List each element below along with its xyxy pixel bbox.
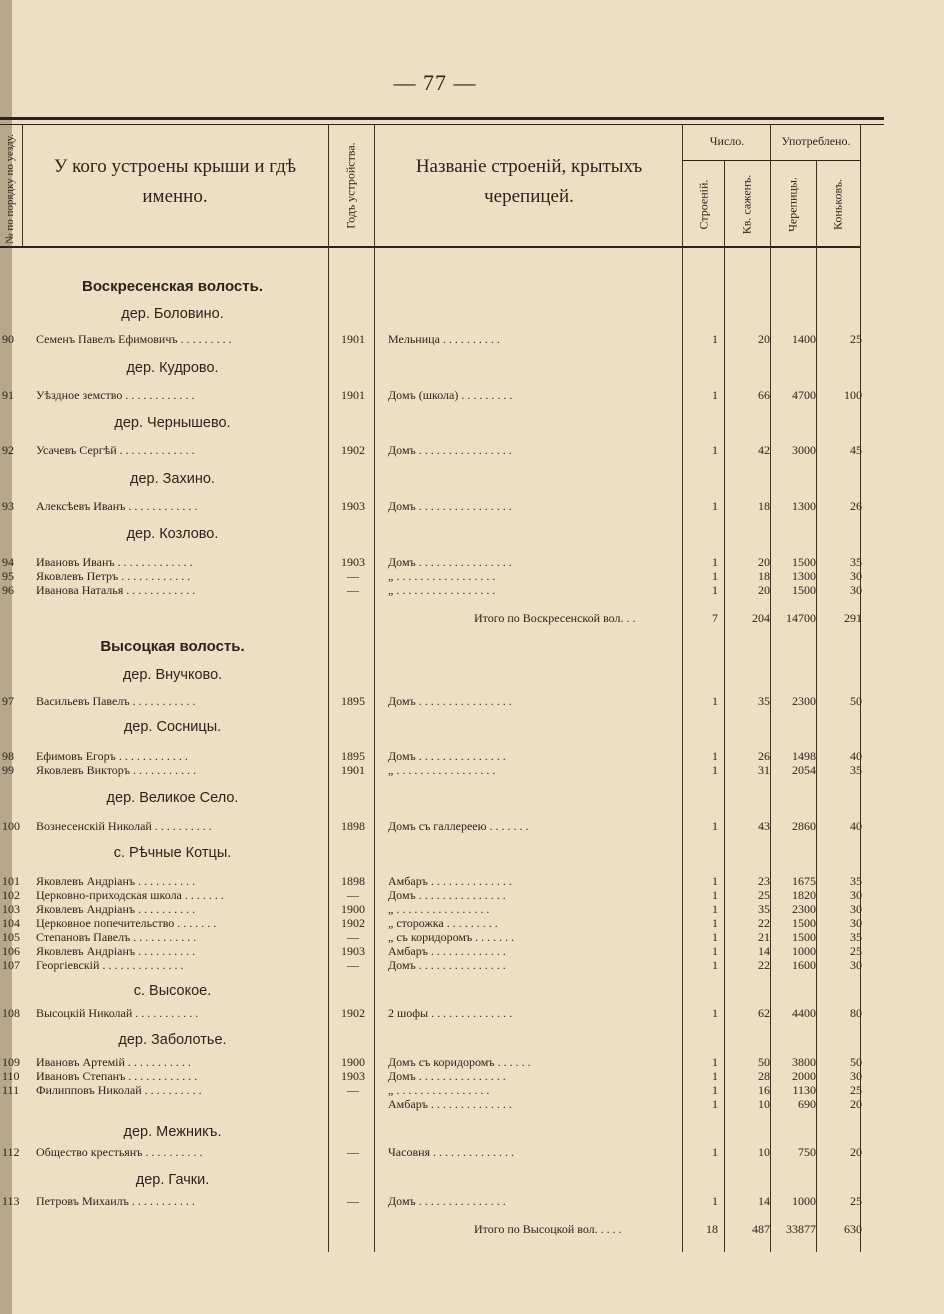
- row-number: 100: [2, 819, 20, 833]
- section-heading: с. Рѣчные Котцы.: [113, 845, 232, 861]
- row-number: 112: [2, 1145, 20, 1159]
- tiles-cell: 3800: [792, 1055, 816, 1069]
- section-heading: дер. Чернышево.: [114, 415, 231, 431]
- owner-cell: Петровъ Михаилъ . . . . . . . . . . .: [36, 1194, 195, 1208]
- row-number: 105: [2, 930, 20, 944]
- buildings-count-cell: 1: [712, 1055, 718, 1069]
- tiles-cell: 690: [798, 1097, 816, 1111]
- ridges-cell: 35: [850, 763, 862, 777]
- owner-cell: Ефимовъ Егоръ . . . . . . . . . . . .: [36, 749, 188, 763]
- row-number: 95: [2, 569, 14, 583]
- header-col-building: Названіе строеній, крытыхъ черепицей.: [415, 156, 643, 207]
- owner-cell: Иванова Наталья . . . . . . . . . . . .: [36, 583, 196, 597]
- buildings-count-cell: 1: [712, 749, 718, 763]
- building-cell: Домъ . . . . . . . . . . . . . . .: [388, 1194, 506, 1208]
- building-cell: Домъ . . . . . . . . . . . . . . .: [388, 958, 506, 972]
- square-sazhen-cell: 43: [758, 819, 770, 833]
- ridges-cell: 35: [850, 874, 862, 888]
- header-col-sq: Кв. саженъ.: [739, 174, 754, 235]
- header-group-used: Употреблено.: [781, 134, 851, 148]
- row-number: 106: [2, 944, 20, 958]
- ridges-cell: 20: [850, 1145, 862, 1159]
- header-col-ridges: Коньковъ.: [830, 178, 845, 231]
- square-sazhen-cell: 14: [758, 944, 770, 958]
- table-row: [0, 499, 870, 513]
- table-row: [0, 1006, 870, 1020]
- ridges-cell: 100: [844, 388, 862, 402]
- buildings-count-cell: 1: [712, 763, 718, 777]
- ridges-cell: 30: [850, 1069, 862, 1083]
- section-heading: дер. Козлово.: [126, 526, 219, 542]
- row-number: 92: [2, 443, 14, 457]
- tiles-cell: 1500: [792, 555, 816, 569]
- tiles-cell: 4700: [792, 388, 816, 402]
- ridges-cell: 30: [850, 902, 862, 916]
- header-col-year: Годъ устройства.: [343, 142, 358, 229]
- owner-cell: Филипповъ Николай . . . . . . . . . .: [36, 1083, 202, 1097]
- section-heading: дер. Гачки.: [135, 1172, 210, 1188]
- owner-cell: Ивановъ Степанъ . . . . . . . . . . . .: [36, 1069, 198, 1083]
- total-row: [0, 1222, 870, 1236]
- square-sazhen-cell: 10: [758, 1145, 770, 1159]
- year-cell: 1903: [341, 499, 365, 513]
- row-number: 108: [2, 1006, 20, 1020]
- tiles-cell: 1498: [792, 749, 816, 763]
- year-cell: 1900: [341, 1055, 365, 1069]
- building-cell: Домъ . . . . . . . . . . . . . . .: [388, 888, 506, 902]
- square-sazhen-cell: 62: [758, 1006, 770, 1020]
- square-sazhen-cell: 50: [758, 1055, 770, 1069]
- table-row: [0, 944, 870, 958]
- table-row: [0, 763, 870, 777]
- year-cell: 1901: [341, 763, 365, 777]
- table-row: [0, 1055, 870, 1069]
- building-cell: Домъ . . . . . . . . . . . . . . . .: [388, 555, 512, 569]
- buildings-count-cell: 1: [712, 874, 718, 888]
- section-heading: дер. Кудрово.: [126, 360, 219, 376]
- year-cell: —: [347, 1194, 359, 1208]
- total-tiles: 33877: [786, 1222, 816, 1236]
- building-cell: „ . . . . . . . . . . . . . . . .: [388, 1083, 490, 1097]
- building-cell: Амбаръ . . . . . . . . . . . . . .: [388, 874, 512, 888]
- total-label: Итого по Высоцкой вол. . . . .: [474, 1222, 622, 1236]
- building-cell: 2 шофы . . . . . . . . . . . . . .: [388, 1006, 513, 1020]
- tiles-cell: 1500: [792, 916, 816, 930]
- buildings-count-cell: 1: [712, 944, 718, 958]
- square-sazhen-cell: 42: [758, 443, 770, 457]
- table-row: [0, 819, 870, 833]
- ridges-cell: 40: [850, 819, 862, 833]
- building-cell: „ . . . . . . . . . . . . . . . .: [388, 902, 490, 916]
- table-row: [0, 930, 870, 944]
- building-cell: „ съ коридоромъ . . . . . . .: [388, 930, 515, 944]
- ridges-cell: 40: [850, 749, 862, 763]
- ridges-cell: 30: [850, 583, 862, 597]
- square-sazhen-cell: 22: [758, 916, 770, 930]
- year-cell: 1895: [341, 694, 365, 708]
- row-number: 101: [2, 874, 20, 888]
- building-cell: Домъ . . . . . . . . . . . . . . .: [388, 1069, 506, 1083]
- year-cell: 1902: [341, 443, 365, 457]
- table-row: [0, 888, 870, 902]
- section-heading: Воскресенская волость.: [82, 278, 263, 295]
- ridges-cell: 35: [850, 930, 862, 944]
- ridges-cell: 45: [850, 443, 862, 457]
- table-row: [0, 958, 870, 972]
- buildings-count-cell: 1: [712, 388, 718, 402]
- row-number: 99: [2, 763, 14, 777]
- year-cell: 1903: [341, 555, 365, 569]
- building-cell: Домъ . . . . . . . . . . . . . . . .: [388, 443, 512, 457]
- year-cell: 1898: [341, 819, 365, 833]
- total-label: Итого по Воскресенской вол. . .: [474, 611, 636, 625]
- building-cell: „ . . . . . . . . . . . . . . . . .: [388, 569, 496, 583]
- tiles-cell: 2300: [792, 694, 816, 708]
- total-ridges: 291: [844, 611, 862, 625]
- square-sazhen-cell: 28: [758, 1069, 770, 1083]
- buildings-count-cell: 1: [712, 819, 718, 833]
- square-sazhen-cell: 20: [758, 555, 770, 569]
- table-row: [0, 1145, 870, 1159]
- square-sazhen-cell: 20: [758, 332, 770, 346]
- buildings-count-cell: 1: [712, 499, 718, 513]
- tiles-cell: 3000: [792, 443, 816, 457]
- buildings-count-cell: 1: [712, 1006, 718, 1020]
- building-cell: Мельница . . . . . . . . . .: [388, 332, 500, 346]
- building-cell: Домъ . . . . . . . . . . . . . . . .: [388, 499, 512, 513]
- row-number: 97: [2, 694, 14, 708]
- year-cell: 1903: [341, 944, 365, 958]
- buildings-count-cell: 1: [712, 1097, 718, 1111]
- header-bottom-rule: [0, 246, 860, 248]
- section-heading: дер. Захино.: [130, 471, 215, 487]
- tiles-cell: 1000: [792, 1194, 816, 1208]
- year-cell: 1898: [341, 874, 365, 888]
- square-sazhen-cell: 18: [758, 499, 770, 513]
- header-col-num: № по порядку по уезду.: [4, 134, 16, 244]
- owner-cell: Яковлевъ Викторъ . . . . . . . . . . .: [36, 763, 197, 777]
- year-cell: 1900: [341, 902, 365, 916]
- row-number: 91: [2, 388, 14, 402]
- owner-cell: Яковлевъ Андріанъ . . . . . . . . . .: [36, 874, 196, 888]
- section-heading: с. Высокое.: [133, 983, 212, 999]
- section-heading: дер. Сосницы.: [123, 719, 222, 735]
- row-number: 103: [2, 902, 20, 916]
- table-row: [0, 1194, 870, 1208]
- total-square-sazhen: 487: [752, 1222, 770, 1236]
- section-heading: дер. Великое Село.: [106, 790, 239, 806]
- owner-cell: Яковлевъ Петръ . . . . . . . . . . . .: [36, 569, 191, 583]
- owner-cell: Уѣздное земство . . . . . . . . . . . .: [36, 388, 195, 402]
- row-number: 90: [2, 332, 14, 346]
- owner-cell: Алексѣевъ Иванъ . . . . . . . . . . . .: [36, 499, 198, 513]
- owner-cell: Ивановъ Иванъ . . . . . . . . . . . . .: [36, 555, 193, 569]
- section-heading: дер. Боловино.: [121, 306, 224, 322]
- row-number: 104: [2, 916, 20, 930]
- total-ridges: 630: [844, 1222, 862, 1236]
- row-number: 102: [2, 888, 20, 902]
- year-cell: —: [347, 888, 359, 902]
- year-cell: —: [347, 1083, 359, 1097]
- year-cell: 1901: [341, 332, 365, 346]
- square-sazhen-cell: 35: [758, 902, 770, 916]
- owner-cell: Церковное попечительство . . . . . . .: [36, 916, 217, 930]
- owner-cell: Васильевъ Павелъ . . . . . . . . . . .: [36, 694, 196, 708]
- building-cell: Амбаръ . . . . . . . . . . . . .: [388, 944, 506, 958]
- tiles-cell: 1675: [792, 874, 816, 888]
- ridges-cell: 35: [850, 555, 862, 569]
- row-number: 94: [2, 555, 14, 569]
- table-row: [0, 749, 870, 763]
- buildings-count-cell: 1: [712, 1069, 718, 1083]
- square-sazhen-cell: 25: [758, 888, 770, 902]
- tiles-cell: 1400: [792, 332, 816, 346]
- row-number: 111: [2, 1083, 20, 1097]
- ridges-cell: 30: [850, 569, 862, 583]
- buildings-count-cell: 1: [712, 1083, 718, 1097]
- section-heading: Высоцкая волость.: [100, 638, 245, 655]
- page-number: — 77 —: [393, 70, 477, 95]
- buildings-count-cell: 1: [712, 1194, 718, 1208]
- owner-cell: Ивановъ Артемій . . . . . . . . . . .: [36, 1055, 191, 1069]
- tiles-cell: 1300: [792, 499, 816, 513]
- ridges-cell: 30: [850, 958, 862, 972]
- building-cell: „ сторожка . . . . . . . . .: [388, 916, 498, 930]
- year-cell: 1902: [341, 916, 365, 930]
- row-number: 93: [2, 499, 14, 513]
- buildings-count-cell: 1: [712, 569, 718, 583]
- table-row: [0, 874, 870, 888]
- header-group-count: Число.: [709, 134, 745, 148]
- tiles-cell: 1500: [792, 583, 816, 597]
- building-cell: Домъ . . . . . . . . . . . . . . . .: [388, 694, 512, 708]
- square-sazhen-cell: 18: [758, 569, 770, 583]
- buildings-count-cell: 1: [712, 888, 718, 902]
- tiles-cell: 4400: [792, 1006, 816, 1020]
- tiles-cell: 1500: [792, 930, 816, 944]
- square-sazhen-cell: 21: [758, 930, 770, 944]
- buildings-count-cell: 1: [712, 583, 718, 597]
- buildings-count-cell: 1: [712, 902, 718, 916]
- year-cell: 1895: [341, 749, 365, 763]
- header-col-owner: У кого устроены крыши и гдѣ именно.: [53, 156, 297, 207]
- square-sazhen-cell: 66: [758, 388, 770, 402]
- table-row: [0, 1097, 870, 1111]
- total-square-sazhen: 204: [752, 611, 770, 625]
- square-sazhen-cell: 35: [758, 694, 770, 708]
- ridges-cell: 80: [850, 1006, 862, 1020]
- owner-cell: Георгіевскій . . . . . . . . . . . . . .: [36, 958, 184, 972]
- table-row: [0, 555, 870, 569]
- ridges-cell: 50: [850, 1055, 862, 1069]
- row-number: 98: [2, 749, 14, 763]
- buildings-count-cell: 1: [712, 1145, 718, 1159]
- tiles-cell: 750: [798, 1145, 816, 1159]
- owner-cell: Яковлевъ Андріанъ . . . . . . . . . .: [36, 902, 196, 916]
- square-sazhen-cell: 16: [758, 1083, 770, 1097]
- square-sazhen-cell: 26: [758, 749, 770, 763]
- year-cell: —: [347, 958, 359, 972]
- total-tiles: 14700: [786, 611, 816, 625]
- year-cell: —: [347, 930, 359, 944]
- row-number: 96: [2, 583, 14, 597]
- total-buildings: 7: [712, 611, 718, 625]
- buildings-count-cell: 1: [712, 958, 718, 972]
- buildings-count-cell: 1: [712, 916, 718, 930]
- owner-cell: Семенъ Павелъ Ефимовичъ . . . . . . . . .: [36, 332, 232, 346]
- buildings-count-cell: 1: [712, 694, 718, 708]
- building-cell: Домъ съ галлереею . . . . . . .: [388, 819, 529, 833]
- ridges-cell: 25: [850, 1083, 862, 1097]
- tiles-cell: 1000: [792, 944, 816, 958]
- building-cell: Домъ съ коридоромъ . . . . . .: [388, 1055, 531, 1069]
- tiles-cell: 1300: [792, 569, 816, 583]
- year-cell: —: [347, 583, 359, 597]
- owner-cell: Усачевъ Сергѣй . . . . . . . . . . . . .: [36, 443, 195, 457]
- building-cell: Часовня . . . . . . . . . . . . . .: [388, 1145, 515, 1159]
- ridges-cell: 30: [850, 916, 862, 930]
- square-sazhen-cell: 20: [758, 583, 770, 597]
- owner-cell: Яковлевъ Андріанъ . . . . . . . . . .: [36, 944, 196, 958]
- row-number: 107: [2, 958, 20, 972]
- tiles-cell: 2000: [792, 1069, 816, 1083]
- tiles-cell: 2860: [792, 819, 816, 833]
- section-heading: дер. Внучково.: [122, 667, 223, 683]
- building-cell: „ . . . . . . . . . . . . . . . . .: [388, 763, 496, 777]
- tiles-cell: 1600: [792, 958, 816, 972]
- ridges-cell: 25: [850, 332, 862, 346]
- ridges-cell: 20: [850, 1097, 862, 1111]
- table-row: [0, 443, 870, 457]
- owner-cell: Церковно-приходская школа . . . . . . .: [36, 888, 224, 902]
- building-cell: „ . . . . . . . . . . . . . . . . .: [388, 583, 496, 597]
- buildings-count-cell: 1: [712, 332, 718, 346]
- owner-cell: Вознесенскій Николай . . . . . . . . . .: [36, 819, 212, 833]
- row-number: 109: [2, 1055, 20, 1069]
- buildings-count-cell: 1: [712, 443, 718, 457]
- table-row: [0, 569, 870, 583]
- owner-cell: Общество крестьянъ . . . . . . . . . .: [36, 1145, 203, 1159]
- row-number: 110: [2, 1069, 20, 1083]
- tiles-cell: 2054: [792, 763, 816, 777]
- header-col-buildings: Строеній.: [696, 179, 711, 230]
- building-cell: Домъ (школа) . . . . . . . . .: [388, 388, 513, 402]
- ridges-cell: 25: [850, 1194, 862, 1208]
- year-cell: 1903: [341, 1069, 365, 1083]
- table-row: [0, 1069, 870, 1083]
- ridges-cell: 25: [850, 944, 862, 958]
- tiles-cell: 1820: [792, 888, 816, 902]
- header-col-tiles: Черепицы.: [785, 177, 800, 232]
- buildings-count-cell: 1: [712, 930, 718, 944]
- table-top-rule: [0, 117, 884, 120]
- building-cell: Амбаръ . . . . . . . . . . . . . .: [388, 1097, 512, 1111]
- section-heading: дер. Межникъ.: [123, 1124, 222, 1140]
- year-cell: 1902: [341, 1006, 365, 1020]
- year-cell: —: [347, 569, 359, 583]
- year-cell: 1901: [341, 388, 365, 402]
- row-number: 113: [2, 1194, 20, 1208]
- table-row: [0, 388, 870, 402]
- tiles-cell: 2300: [792, 902, 816, 916]
- square-sazhen-cell: 10: [758, 1097, 770, 1111]
- table-row: [0, 332, 870, 346]
- total-buildings: 18: [706, 1222, 718, 1236]
- buildings-count-cell: 1: [712, 555, 718, 569]
- table-row: [0, 902, 870, 916]
- ridges-cell: 30: [850, 888, 862, 902]
- square-sazhen-cell: 14: [758, 1194, 770, 1208]
- table-row: [0, 583, 870, 597]
- owner-cell: Высоцкій Николай . . . . . . . . . . .: [36, 1006, 199, 1020]
- table-row: [0, 916, 870, 930]
- owner-cell: Степановъ Павелъ . . . . . . . . . . .: [36, 930, 197, 944]
- ridges-cell: 26: [850, 499, 862, 513]
- section-heading: дер. Заболотье.: [118, 1032, 227, 1048]
- tiles-cell: 1130: [792, 1083, 816, 1097]
- table-row: [0, 694, 870, 708]
- square-sazhen-cell: 22: [758, 958, 770, 972]
- ridges-cell: 50: [850, 694, 862, 708]
- table-row: [0, 1083, 870, 1097]
- building-cell: Домъ . . . . . . . . . . . . . . .: [388, 749, 506, 763]
- table-top-rule-thin: [0, 124, 884, 125]
- year-cell: —: [347, 1145, 359, 1159]
- total-row: [0, 611, 870, 625]
- square-sazhen-cell: 31: [758, 763, 770, 777]
- square-sazhen-cell: 23: [758, 874, 770, 888]
- col-rule: [22, 124, 23, 248]
